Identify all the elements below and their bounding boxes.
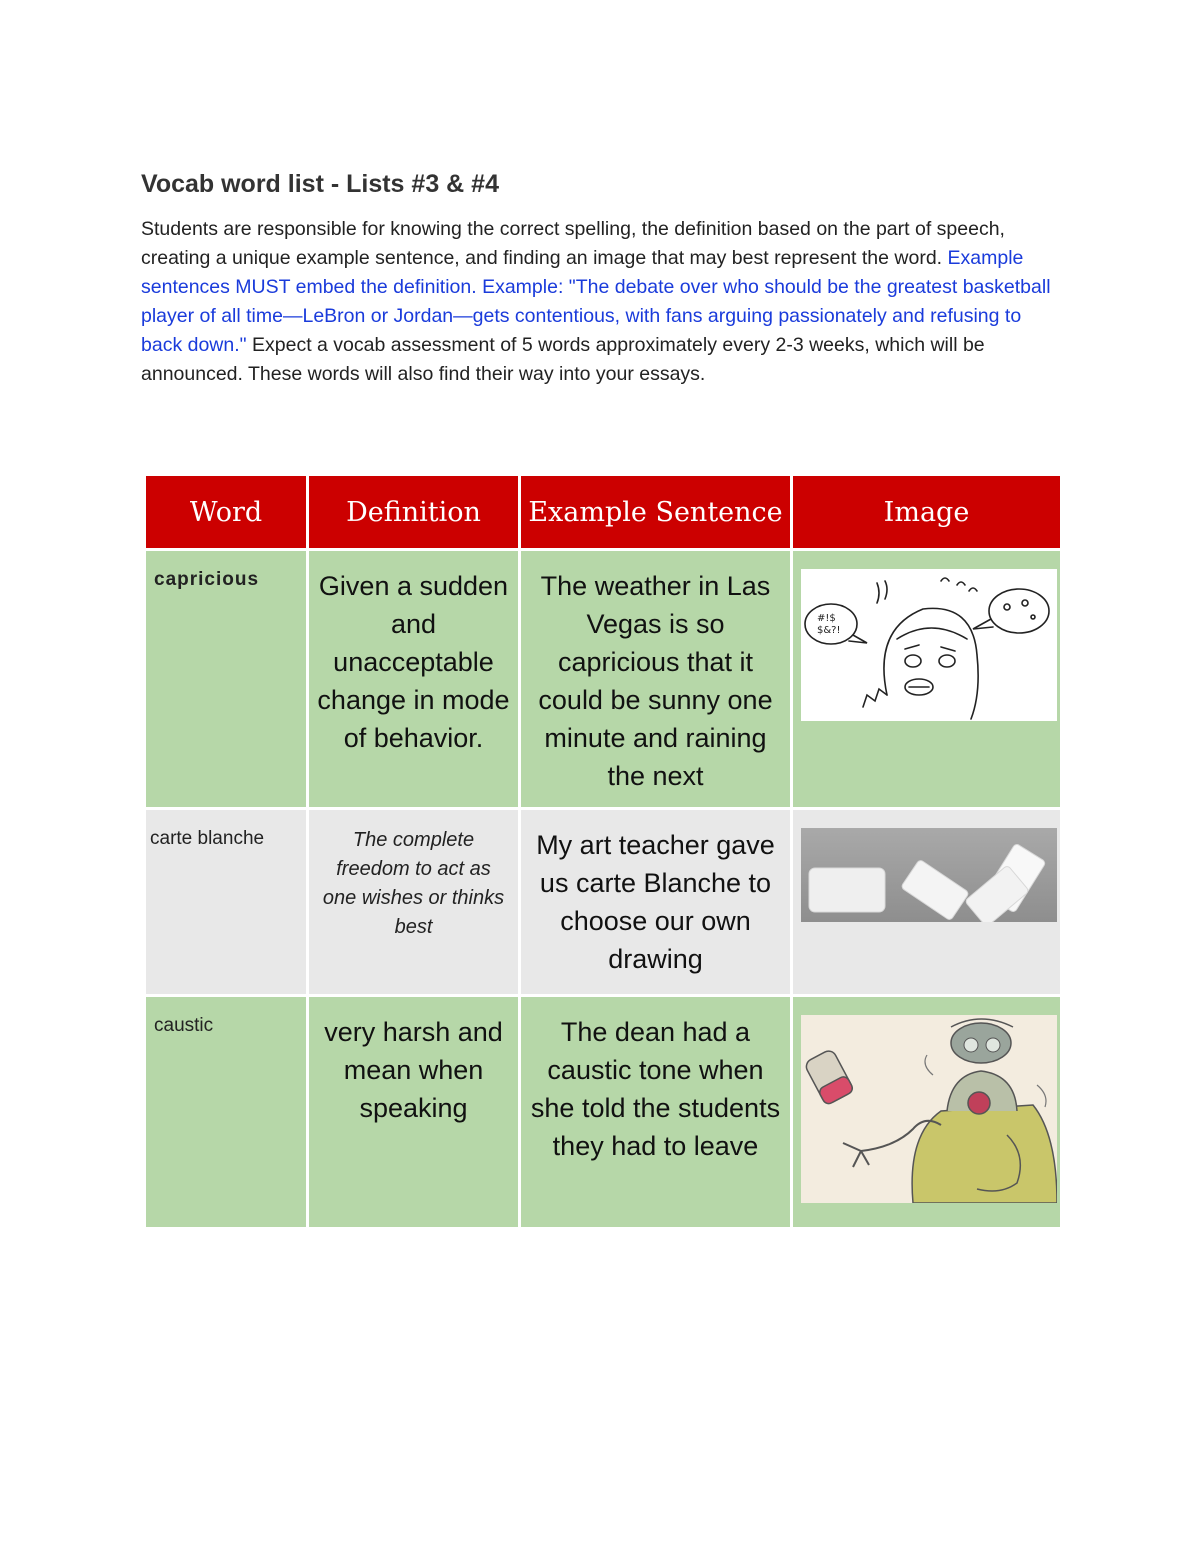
image-cell bbox=[792, 550, 1062, 809]
intro-text-continued: Expect a vocab assessment of 5 words approximately every 2-3 weeks, which will be announced. These words will also find their way into your essays. bbox=[141, 334, 985, 385]
svg-text:$&?!: $&?! bbox=[817, 625, 841, 636]
sentence-text: My art teacher gave us carte Blanche to choose our own drawing bbox=[536, 830, 775, 974]
word-text: caustic bbox=[154, 1015, 214, 1036]
word-cell bbox=[145, 809, 308, 996]
intro-paragraph bbox=[141, 215, 1056, 389]
intro-text: Students are responsible for knowing the correct spelling, the definition based on the part of speech, creating a unique example sentence, and finding an image that may best represent the word. bbox=[141, 218, 1005, 269]
cartoon-moody-girl-image bbox=[801, 569, 1057, 726]
sentence-cell bbox=[520, 550, 792, 809]
intro-example-highlight: Example sentences MUST embed the definition. Example: "The debate over who should be the greatest basketball player of all time—LeBron or Jordan—gets contentious, with fans arguing passionately and refusing to back down." bbox=[141, 247, 1051, 356]
table-header-row bbox=[145, 475, 1062, 550]
sentence-cell bbox=[520, 996, 792, 1229]
blank-white-cards-image bbox=[801, 828, 1057, 927]
header-definition: Definition bbox=[308, 475, 520, 550]
image-cell bbox=[792, 996, 1062, 1229]
table-row bbox=[145, 996, 1062, 1229]
image-cell bbox=[792, 809, 1062, 996]
definition-cell bbox=[308, 996, 520, 1229]
word-text: capricious bbox=[154, 569, 260, 590]
vocab-table bbox=[143, 473, 1063, 1230]
header-example-sentence: Example Sentence bbox=[520, 475, 792, 550]
definition-text: The complete freedom to act as one wishes or thinks best bbox=[322, 829, 505, 938]
word-cell bbox=[145, 996, 308, 1229]
header-image: Image bbox=[792, 475, 1062, 550]
header-word: Word bbox=[145, 475, 308, 550]
word-cell bbox=[145, 550, 308, 809]
sentence-cell bbox=[520, 809, 792, 996]
definition-text: Given a sudden and unacceptable change in mode of behavior. bbox=[317, 571, 510, 753]
table-row bbox=[145, 550, 1062, 809]
sentence-text: The weather in Las Vegas is so capricious that it could be sunny one minute and raining the next bbox=[538, 571, 773, 791]
svg-text:#!$: #!$ bbox=[817, 613, 836, 624]
word-text: carte blanche bbox=[150, 828, 265, 849]
table-row bbox=[145, 809, 1062, 996]
gas-mask-character-image bbox=[801, 1015, 1057, 1208]
definition-text: very harsh and mean when speaking bbox=[324, 1017, 503, 1123]
page-title: Vocab word list - Lists #3 & #4 bbox=[141, 170, 499, 198]
definition-cell bbox=[308, 550, 520, 809]
sentence-text: The dean had a caustic tone when she told the students they had to leave bbox=[530, 1017, 781, 1161]
definition-cell bbox=[308, 809, 520, 996]
